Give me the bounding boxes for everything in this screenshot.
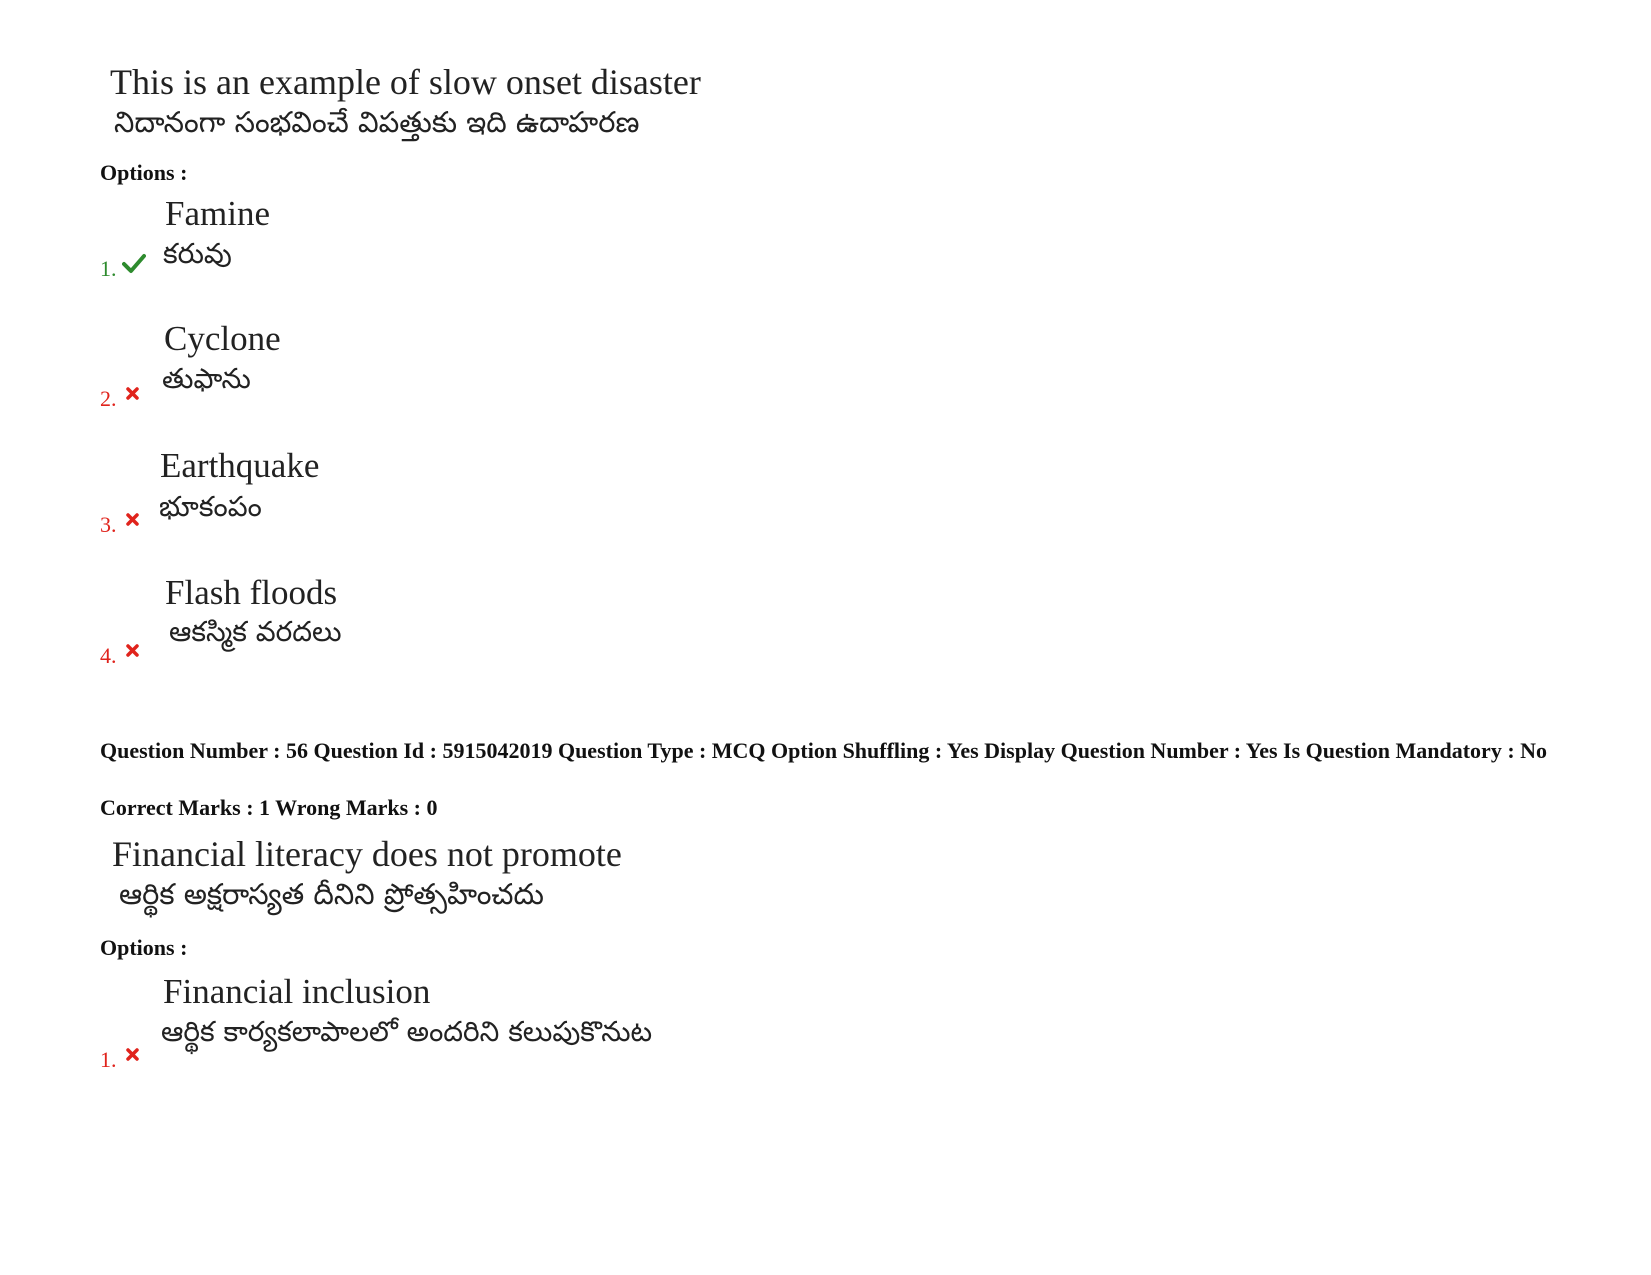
option-2-number: 2.	[100, 386, 117, 411]
option-1-number: 1.	[100, 256, 117, 281]
option-3-telugu: భూకంపం	[159, 490, 262, 523]
check-icon	[122, 252, 146, 274]
option-1-english: Financial inclusion	[163, 972, 431, 1011]
option-4-number: 4.	[100, 643, 117, 668]
option-3-number: 3.	[100, 512, 117, 537]
question-text-english: This is an example of slow onset disaster	[110, 62, 701, 102]
option-1-telugu: ఆర్థిక కార్యకలాపాలలో అందరిని కలుపుకొనుట	[161, 1015, 653, 1048]
option-2-english: Cyclone	[164, 319, 281, 358]
cross-icon	[125, 512, 140, 527]
question-metadata: Question Number : 56 Question Id : 5915042019 Question Type : MCQ Option Shuffling : Yes Display Question Number : Yes Is Question Mandatory : No	[100, 738, 1548, 763]
option-2-telugu: తుఫాను	[162, 362, 251, 395]
options-label: Options :	[100, 935, 188, 960]
question-text-telugu: నిదానంగా సంభవించే విపత్తుకు ఇది ఉదాహరణ	[114, 105, 640, 139]
option-1-number: 1.	[100, 1047, 117, 1072]
cross-icon	[125, 1047, 140, 1062]
option-4-telugu: ఆకస్మిక వరదలు	[169, 615, 342, 648]
cross-icon	[125, 386, 140, 401]
question-text-english: Financial literacy does not promote	[112, 834, 622, 874]
option-1-telugu: కరువు	[163, 237, 232, 270]
question-text-telugu: ఆర్థిక అక్షరాస్యత దీనిని ప్రోత్సహించదు	[119, 877, 544, 911]
option-4-english: Flash floods	[165, 573, 338, 612]
option-1-english: Famine	[165, 194, 270, 233]
marks-line: Correct Marks : 1 Wrong Marks : 0	[100, 795, 438, 820]
cross-icon	[125, 643, 140, 658]
option-3-english: Earthquake	[160, 446, 320, 485]
options-label: Options :	[100, 160, 188, 185]
